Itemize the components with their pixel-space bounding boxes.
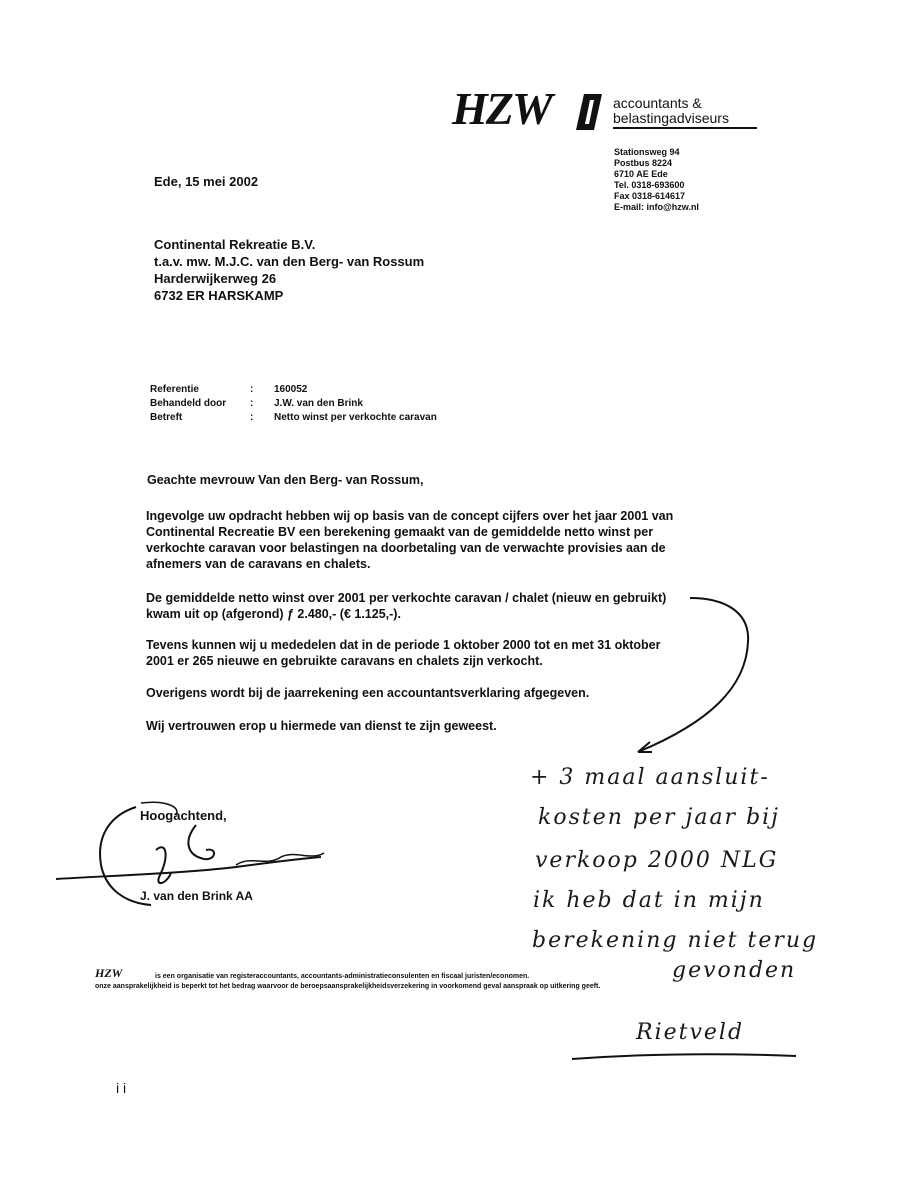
address-line: Tel. 0318-693600 xyxy=(614,180,685,190)
address-line: 6710 AE Ede xyxy=(614,169,668,179)
logo-slash-mark xyxy=(576,94,602,130)
recipient-line: Continental Rekreatie B.V. xyxy=(154,237,316,252)
body-paragraph-3: Tevens kunnen wij u mededelen dat in de periode 1 oktober 2000 tot en met 31 oktober 2001 er 265 nieuwe en gebruikte caravans en chalets zijn verkocht. xyxy=(146,638,661,668)
address-line: E-mail: info@hzw.nl xyxy=(614,202,699,212)
handwritten-line-2: kosten per jaar bij xyxy=(538,805,781,830)
handwritten-line-4: ik heb dat in mijn xyxy=(533,888,765,913)
page-marker: i i xyxy=(116,1080,127,1096)
handwritten-line-1: + 3 maal aansluit- xyxy=(530,765,770,790)
salutation: Geachte mevrouw Van den Berg- van Rossum, xyxy=(147,473,424,487)
reference-sep: : xyxy=(250,398,254,409)
letterhead-tagline xyxy=(613,96,729,126)
body-paragraph-2: De gemiddelde netto winst over 2001 per verkochte caravan / chalet (nieuw en gebruikt) kwam uit op (afgerond) ƒ 2.480,- (€ 1.125,-). xyxy=(146,591,667,621)
body-paragraph-4: Overigens wordt bij de jaarrekening een accountantsverklaring afgegeven. xyxy=(146,686,590,700)
body-paragraph-1: Ingevolge uw opdracht hebben wij op basis van de concept cijfers over het jaar 2001 van Continental Recreatie BV een berekening gemaakt van de gemiddelde netto winst per verkochte caravan voor belastingen na doorbetaling van de verwachte provisies aan de afnemers van de caravans en chalets. xyxy=(146,509,674,571)
address-line: Stationsweg 94 xyxy=(614,147,680,157)
reference-key: Betreft xyxy=(150,412,183,423)
closing: Hoogachtend, xyxy=(140,808,227,823)
footer-text xyxy=(95,972,735,992)
recipient-block xyxy=(154,236,424,304)
handwritten-line-5: berekening niet terug xyxy=(532,928,819,953)
recipient-line: 6732 ER HARSKAMP xyxy=(154,288,284,303)
address-line: Fax 0318-614617 xyxy=(614,191,686,201)
reference-block xyxy=(150,383,437,425)
tagline-line-2: belastingadviseurs xyxy=(613,110,729,126)
address-line: Postbus 8224 xyxy=(614,158,673,168)
letter-date: Ede, 15 mei 2002 xyxy=(154,174,259,189)
sender-address xyxy=(614,147,699,213)
reference-value: J.W. van den Brink xyxy=(274,398,363,409)
footer-logo: HZW xyxy=(95,966,123,980)
body-paragraph-5: Wij vertrouwen erop u hiermede van dienst te zijn geweest. xyxy=(146,719,497,733)
reference-key: Behandeld door xyxy=(150,398,227,409)
handwritten-arrow xyxy=(630,592,760,762)
handwritten-underline xyxy=(570,1050,800,1064)
tagline-line-1: accountants & xyxy=(613,95,702,111)
reference-row xyxy=(150,397,437,411)
letterhead-logo: HZW xyxy=(452,83,551,134)
reference-row xyxy=(150,383,437,397)
reference-value: Netto winst per verkochte caravan xyxy=(274,412,437,423)
signer-name: J. van den Brink AA xyxy=(140,889,253,903)
handwritten-signature: Rietveld xyxy=(636,1020,745,1045)
footer-line-1: is een organisatie van registeraccountants, accountants-administratieconsulenten en fiscaal juristen/economen. xyxy=(155,973,530,980)
reference-value: 160052 xyxy=(274,384,308,395)
reference-sep: : xyxy=(250,412,254,423)
tagline-underline xyxy=(613,127,757,129)
reference-sep: : xyxy=(250,384,254,395)
recipient-line: t.a.v. mw. M.J.C. van den Berg- van Rossum xyxy=(154,254,425,269)
handwritten-line-3: verkoop 2000 NLG xyxy=(535,848,779,873)
handwritten-line-6: gevonden xyxy=(672,958,797,983)
footer-line-2: onze aansprakelijkheid is beperkt tot het bedrag waarvoor de beroepsaansprakelijkheidsverzekering in voorkomend geval aanspraak op uitkering geeft. xyxy=(95,983,601,990)
reference-key: Referentie xyxy=(150,384,199,395)
recipient-line: Harderwijkerweg 26 xyxy=(154,271,277,286)
reference-row xyxy=(150,411,437,425)
